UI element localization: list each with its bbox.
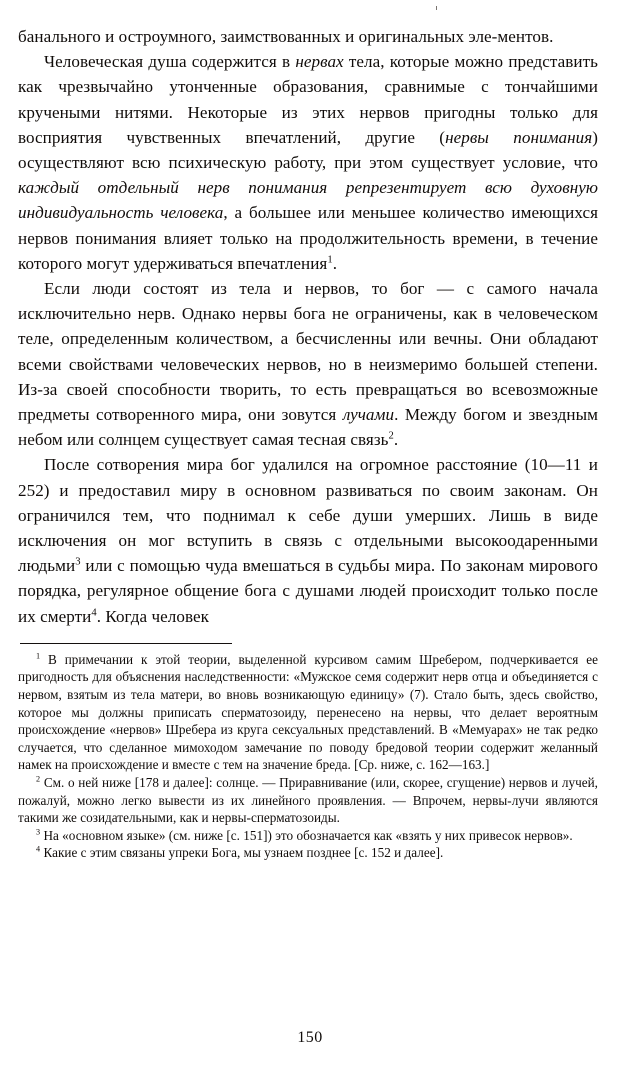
footnote-text: Какие с этим связаны упреки Бога, мы узнаем позднее [с. 152 и далее]. — [43, 845, 444, 861]
footnote-area — [18, 651, 598, 862]
emphasis-each-nerve: каждый отдельный нерв понимания репрезентирует всю духовную индивидуальность человека — [18, 178, 598, 223]
footnote-text: См. о ней ниже [178 и далее]: солнце. — Приравнивание (или, скорее, сгущение) нервов и лучей, пожалуй, можно легко вывести из их линейного проявления. — Впрочем, нервы-лучи являются такими же созидательными, как и нервы-сперматозоиды. — [18, 775, 598, 826]
footnote-text: На «основном языке» (см. ниже [с. 151]) это обозначается как «взять у них привесок нервов». — [43, 827, 573, 843]
paragraph-text: . Между богом и звездным небом или солнцем существует самая тесная связь — [18, 405, 599, 450]
paragraph-text: . Когда человек — [96, 606, 209, 626]
footnote-ref-4[interactable]: 4 — [91, 606, 97, 618]
paragraph-after-creation — [18, 452, 598, 628]
paragraph-text: банального и остроумного, заимствованных и оригинальных эле-ментов. — [18, 27, 554, 46]
paragraph-soul-nerves — [18, 49, 598, 276]
emphasis-rays: лучами — [342, 405, 395, 425]
emphasis-nerves-of-understanding: нервы понимания — [445, 127, 593, 147]
footnote-marker-2: 2 — [36, 774, 41, 784]
paragraph-text: . — [393, 430, 399, 450]
paragraph-continuation — [18, 24, 598, 49]
footnote-item — [18, 844, 598, 862]
paragraph-text: После сотворения мира бог удалился на огромное расстояние (10—11 и 252) и предоставил миру в основном развиваться по своим законам. Он ограничился тем, что поднимал к себе души умерших. Лишь в виде исключения он мог вступить в связь с отдельными высокоодаренными людьми — [18, 455, 598, 576]
footnote-item — [18, 827, 598, 845]
footnote-separator — [20, 643, 232, 644]
footnote-ref-2[interactable]: 2 — [388, 430, 394, 442]
page-number: 150 — [297, 1029, 323, 1046]
paragraph-text: тела, которые можно представить как чрезвычайно утонченные образования, сравнимые с тончайшими кручеными нитями. Некоторые из этих нервов пригодны только для восприятия чувственных впечатлений, другие ( — [18, 52, 598, 147]
emphasis-nerves: нервах — [295, 52, 344, 72]
footnote-ref-3[interactable]: 3 — [75, 556, 81, 568]
footnote-ref-1[interactable]: 1 — [327, 254, 333, 266]
paragraph-text: . — [332, 253, 338, 273]
footnote-item — [18, 651, 598, 774]
page-body — [18, 24, 598, 629]
footnote-marker-1: 1 — [36, 651, 41, 661]
paragraph-god-nerve — [18, 276, 598, 452]
paragraph-text: или с помощью чуда вмешаться в судьбы мира. По законам мирового порядка, регулярное общение бога с душами людей происходит только после их смерти — [18, 556, 598, 626]
footnote-marker-3: 3 — [36, 827, 41, 837]
paragraph-text: ) осуществляют всю психическую работу, при этом существует условие, что — [18, 127, 598, 173]
page-edge-mark — [436, 6, 437, 10]
paragraph-text: Человеческая душа содержится в — [44, 52, 296, 72]
footnote-marker-4: 4 — [36, 845, 41, 855]
footnote-text: В примечании к этой теории, выделенной курсивом самим Шребером, подчеркивается ее пригодность для объяснения наследственности: «Мужское семя содержит нерв отца и объединяется с нервом, взятым из тела матери, во вновь возникающую единицу» (7). Стало быть, здесь свойство, которое мы должны приписать сперматозоиду, перенесено на нервы, что делает вероятным происхождение «нервов» Шребера из круга сексуальных представлений. В «Мемуарах» не так редко случается, что сделанное мимоходом замечание по поводу бредовой теории содержит желанный намек на происхождение и вместе с тем на значение бреда. [Ср. ниже, с. 162—163.] — [18, 651, 598, 773]
paragraph-text: , а большее или меньшее количество имеющихся нервов понимания влияет только на продолжительность времени, в течение которого могут удерживаться впечатления — [18, 203, 598, 273]
paragraph-text: Если люди состоят из тела и нервов, то бог — с самого начала исключительно нерв. Однако нервы бога не ограничены, как в человеческом теле, определенным количеством, а бесчисленны или вечны. Они обладают всеми свойствами человеческих нервов, но в неизмеримо большей степени. Из-за своей способности творить, то есть превращаться во всевозможные предметы сотворенного мира, они зовутся — [18, 279, 598, 425]
footnote-item — [18, 774, 598, 827]
